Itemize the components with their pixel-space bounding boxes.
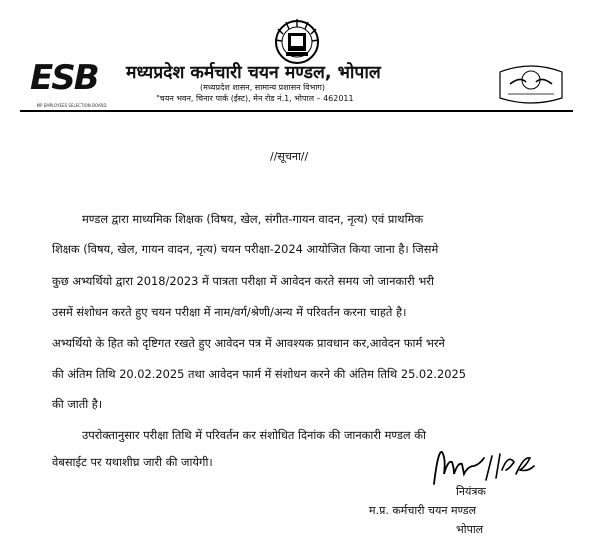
header-divider (20, 110, 573, 112)
paragraph-line: शिक्षक (विषय, खेल, गायन वादन, नृत्य) चयन परीक्षा-2024 आयोजित किया जाना है। जिसमे (52, 242, 439, 256)
signatory-designation: नियंत्रक (456, 485, 486, 498)
paragraph-line: उसमें संशोधन करते हुए चयन परीक्षा में नाम/वर्ग/श्रेणी/अन्य में परिवर्तन करना चाहते है। (52, 305, 407, 319)
state-emblem-icon (268, 16, 326, 66)
signatory-organization: म.प्र. कर्मचारी चयन मण्डल (369, 504, 477, 517)
paragraph-line: की अंतिम तिथि 20.02.2025 तथा आवेदन फार्म में संशोधन करने की अंतिम तिथि 25.02.2025 (52, 367, 467, 381)
notice-title: //सूचना// (270, 150, 309, 163)
paragraph-line: उपरोक्तानुसार परीक्षा तिथि में परिवर्तन कर संशोधित दिनांक की जानकारी मण्डल की (82, 428, 426, 442)
paragraph-line: अभ्यर्थियो के हित को दृष्टिगत रखते हुए आवेदन पत्र में आवश्यक प्रावधान कर,आवेदन फार्म भरने (52, 336, 445, 350)
signatory-city: भोपाल (456, 523, 484, 536)
paragraph-line: कुछ अभ्यर्थियो द्वारा 2018/2023 में पात्रता परीक्षा में आवेदन करते समय जो जानकारी भरी (52, 274, 434, 288)
paragraph-line: मण्डल द्वारा माध्यमिक शिक्षक (विषय, खेल, संगीत-गायन वादन, नृत्य) एवं प्राथमिक (82, 212, 424, 226)
header-subtitle-department: (मध्यप्रदेश शासन, सामान्य प्रशासन विभाग) (200, 83, 325, 92)
hands-book-logo-icon (494, 62, 568, 104)
header-subtitle-address: "चयन भवन, चिनार पार्क (ईस्ट), मेन रोड नं.1, भोपाल – 462011 (156, 94, 354, 103)
page-title: मध्यप्रदेश कर्मचारी चयन मण्डल, भोपाल (126, 63, 381, 83)
esb-logo (30, 58, 112, 104)
paragraph-line: की जाती है। (52, 397, 103, 411)
handwritten-signature (428, 444, 548, 488)
esb-logo-tagline: MP EMPLOYEES SELECTION BOARD (36, 103, 107, 108)
esb-logo-text: ESB (30, 58, 98, 98)
paragraph-line: वेबसाईट पर यथाशीघ्र जारी की जायेगी। (52, 455, 213, 469)
